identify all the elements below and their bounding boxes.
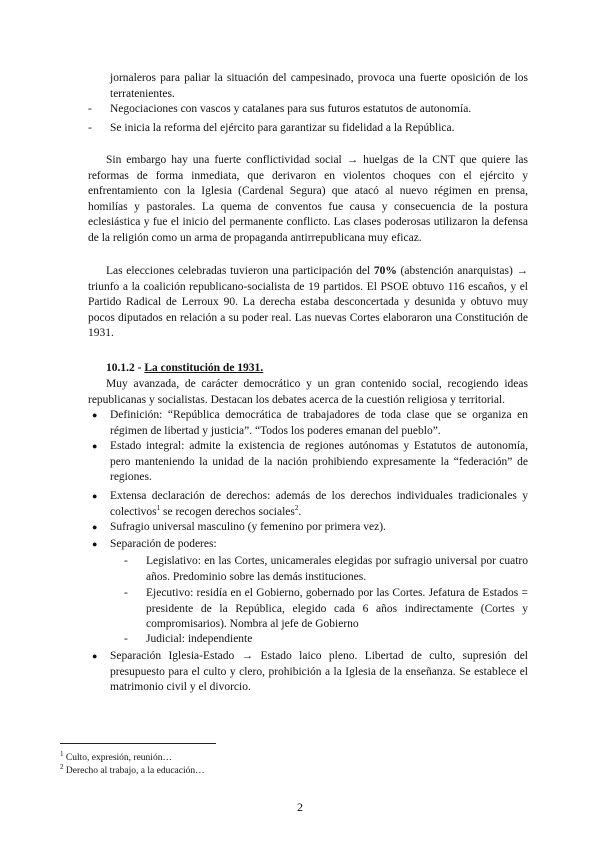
- dash-item: [88, 102, 528, 118]
- continuation-text: [88, 71, 528, 102]
- power-legislative: Legislativo: en las Cortes, unicamerales elegidas por sufragio universal por cuatro años. Predominio sobre las demás instituciones.: [146, 555, 528, 583]
- participation-value: 70%: [373, 265, 397, 277]
- power-item: [110, 554, 528, 585]
- dash-marker: -: [124, 633, 128, 645]
- bullet-marker: ●: [92, 651, 98, 661]
- dash-item: [88, 121, 528, 137]
- bullet-marker: ●: [92, 491, 98, 501]
- bullet-marker: ●: [92, 410, 98, 420]
- bullet-item: [88, 537, 528, 553]
- footnote-2: [60, 762, 205, 777]
- power-judicial: Judicial: independiente: [146, 633, 253, 645]
- bullet-item: [88, 489, 528, 520]
- paragraph-conflict: Sin embargo hay una fuerte conflictividad social → huelgas de la CNT que quiere las reformas de forma inmediata, que derivaron en violentos choques con el ejército y enfrentamiento con la Iglesia (Cardenal Segura) que atacó al nuevo régimen en prensa, homilías y pastorales. La quema de conventos fue causa y consecuencia de la postura eclesiástica y fue el inicio del permanente conflicto. Las clases poderosas utilizaron la defensa de la religión como un arma de propaganda antirrepublicana muy eficaz.: [88, 154, 528, 244]
- power-item: [110, 632, 528, 648]
- footnote-number: 2: [60, 762, 64, 771]
- power-item: [110, 586, 528, 633]
- dash-marker: -: [88, 122, 92, 134]
- bullet-marker: ●: [92, 441, 98, 451]
- bullet-marker: ●: [92, 539, 98, 549]
- dash-item-text: Se inicia la reforma del ejército para garantizar su fidelidad a la República.: [110, 122, 455, 134]
- elections-text-b: (abstención anarquistas) → triunfo a la coalición republicano-socialista de 19 partidos. El PSOE obtuvo 116 escaños, y el Partido Radical de Lerroux 90. La derecha estaba desconcertada y desunida y obtuvo muy pocos diputados en relación a su poder real. Las nuevas Cortes elaboraron una Constitución de 1931.: [88, 265, 528, 339]
- section-title: La constitución de 1931.: [144, 362, 264, 374]
- dash-marker: -: [124, 587, 128, 599]
- dash-marker: -: [88, 103, 92, 115]
- section-heading: [106, 361, 263, 377]
- footnote-1: [60, 749, 172, 764]
- bullet-integral-state: Estado integral: admite la existencia de regiones autónomas y Estatutos de autonomía, pero manteniendo la unidad de la nación prohibiendo expresamente la “federación” de regiones.: [110, 440, 528, 483]
- power-executive: Ejecutivo: residía en el Gobierno, gobernado por las Cortes. Jefatura de Estados = presidente de la República, elegido cada 6 años indirectamente (Cortes y compromisarios). Nombra al jefe de Gobierno: [146, 587, 528, 630]
- bullet-marker: ●: [92, 522, 98, 532]
- elections-text-a: Las elecciones celebradas tuvieron una participación del: [106, 265, 374, 277]
- rights-text-a: Extensa declaración de derechos: además de los derechos individuales tradicionales y colectivos: [110, 490, 528, 518]
- bullet-suffrage: Sufragio universal masculino (y femenino por primera vez).: [110, 521, 386, 533]
- footnote-number: 1: [60, 749, 64, 758]
- footnote-text: Derecho al trabajo, a la educación…: [63, 766, 205, 776]
- footnote-text: Culto, expresión, reunión…: [63, 753, 172, 763]
- section-intro: Muy avanzada, de carácter democrático y un gran contenido social, recogiendo ideas republicanas y socialistas. Destacan los debates acerca de la cuestión religiosa y territorial.: [88, 378, 528, 406]
- bullet-church-state: Separación Iglesia-Estado → Estado laico pleno. Libertad de culto, supresión del presupuesto para el culto y clero, prohibición a la Iglesia de la enseñanza. Se establece el matrimonio civil y el divorcio.: [110, 650, 528, 693]
- dash-item-text: Negociaciones con vascos y catalanes para sus futuros estatutos de autonomía.: [110, 103, 472, 115]
- bullet-item: [88, 439, 528, 486]
- section-number: 10.1.2 -: [106, 362, 145, 374]
- rights-text-c: .: [298, 505, 302, 518]
- footnote-ref-1: 1: [156, 503, 161, 512]
- footnote-divider: [60, 743, 216, 744]
- bullet-rights: [110, 489, 528, 520]
- continuation-line: jornaleros para paliar la situación del campesinado, provoca una fuerte oposición de los terratenientes.: [110, 72, 528, 100]
- rights-text-b: se recogen derechos sociales: [160, 505, 295, 518]
- page-number: 2: [297, 800, 303, 814]
- bullet-item: [88, 520, 528, 536]
- dash-marker: -: [124, 555, 128, 567]
- footnote-ref-2: 2: [294, 503, 299, 512]
- bullet-item: [88, 649, 528, 696]
- bullet-item: [88, 408, 528, 439]
- bullet-separation-powers: Separación de poderes:: [110, 538, 217, 550]
- bullet-definition: Definición: “República democrática de trabajadores de toda clase que se organiza en régimen de libertad y justicia”. “Todos los poderes emanan del pueblo”.: [110, 409, 528, 437]
- paragraph-elections: [88, 264, 528, 342]
